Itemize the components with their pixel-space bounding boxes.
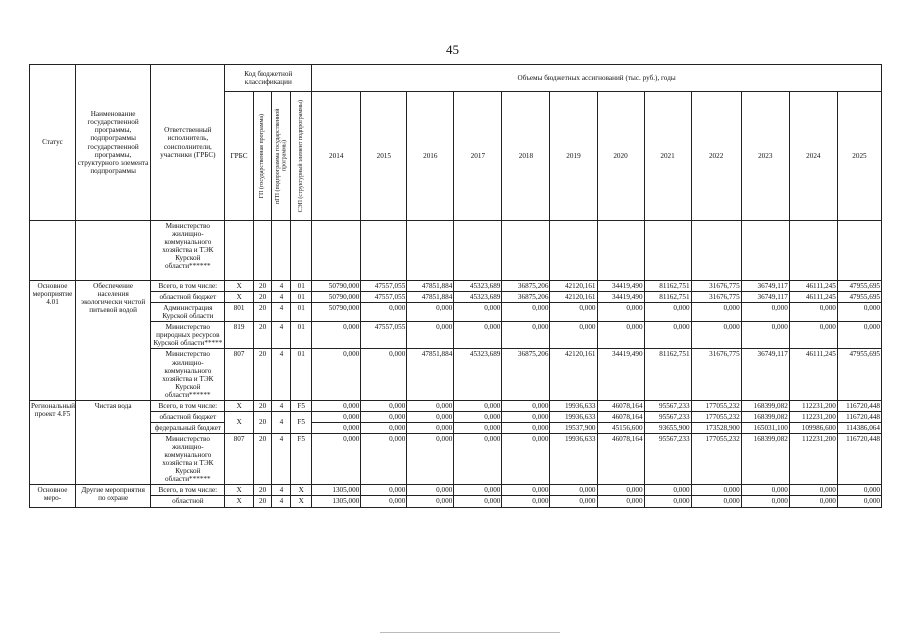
value-cell: 0,000	[407, 422, 454, 433]
value-cell: 0,000	[407, 322, 454, 349]
code-cell: X	[225, 292, 253, 303]
code-cell: 20	[253, 411, 272, 433]
year-header: 2023	[741, 92, 789, 221]
code-cell: X	[225, 485, 253, 496]
status-cell: Региональный проект 4.F5	[30, 400, 76, 485]
code-cell: X	[291, 485, 312, 496]
value-cell: 0,000	[312, 322, 361, 349]
responsible-cell: Министерство жилищно-коммунального хозяйства и ТЭК Курской области******	[151, 349, 225, 400]
value-cell: 0,000	[837, 303, 881, 322]
value-cell: 34419,490	[597, 292, 644, 303]
value-cell: 0,000	[502, 400, 550, 411]
year-header: 2018	[502, 92, 550, 221]
value-cell: 0,000	[312, 434, 361, 485]
value-cell: 81162,751	[644, 281, 691, 292]
responsible-cell: Всего, в том числе:	[151, 400, 225, 411]
value-cell: 0,000	[454, 400, 502, 411]
value-cell: 0,000	[454, 411, 502, 422]
value-cell: 0,000	[691, 496, 741, 507]
value-cell: 0,000	[741, 496, 789, 507]
value-cell: 34419,490	[597, 349, 644, 400]
code-cell: F5	[291, 434, 312, 485]
value-cell: 50790,000	[312, 303, 361, 322]
value-cell: 0,000	[312, 411, 361, 422]
value-cell: 0,000	[454, 322, 502, 349]
value-cell: 95567,233	[644, 400, 691, 411]
code-cell: 20	[253, 434, 272, 485]
value-cell: 19936,633	[550, 434, 597, 485]
volumes-header: Объемы бюджетных ассигнований (тыс. руб.), годы	[312, 65, 882, 92]
value-cell: 112231,200	[789, 434, 837, 485]
budget-table	[29, 64, 882, 508]
table-row	[30, 292, 882, 303]
code-cell: 01	[291, 303, 312, 322]
value-cell: 0,000	[789, 485, 837, 496]
year-header: 2024	[789, 92, 837, 221]
value-cell: 168399,082	[741, 434, 789, 485]
value-cell: 46078,164	[597, 411, 644, 422]
value-cell: 0,000	[407, 496, 454, 507]
value-cell: 165031,100	[741, 422, 789, 433]
value-cell: 0,000	[837, 485, 881, 496]
value-cell: 177055,232	[691, 434, 741, 485]
value-cell: 36749,117	[741, 292, 789, 303]
budget-code-header: Код бюджетной классификации	[225, 65, 312, 92]
code-cell: X	[225, 496, 253, 507]
value-cell: 0,000	[502, 411, 550, 422]
value-cell: 1305,000	[312, 485, 361, 496]
year-header: 2016	[407, 92, 454, 221]
responsible-cell: областной	[151, 496, 225, 507]
value-cell: 0,000	[644, 303, 691, 322]
value-cell: 42120,161	[550, 292, 597, 303]
code-cell: 20	[253, 349, 272, 400]
value-cell: 81162,751	[644, 292, 691, 303]
value-cell: 0,000	[361, 422, 407, 433]
table-row	[30, 349, 882, 400]
responsible-cell: областной бюджет	[151, 411, 225, 422]
value-cell: 177055,232	[691, 400, 741, 411]
value-cell: 36875,206	[502, 281, 550, 292]
value-cell: 0,000	[741, 322, 789, 349]
value-cell: 19936,633	[550, 400, 597, 411]
code-cell: F5	[291, 400, 312, 411]
value-cell: 31676,775	[691, 349, 741, 400]
status-cell: Основное меро-	[30, 485, 76, 507]
table-row	[30, 221, 882, 281]
value-cell: 0,000	[407, 400, 454, 411]
value-cell: 116720,448	[837, 400, 881, 411]
value-cell: 0,000	[312, 400, 361, 411]
value-cell: 45323,689	[454, 292, 502, 303]
value-cell: 47557,055	[361, 281, 407, 292]
year-header: 2022	[691, 92, 741, 221]
year-header: 2017	[454, 92, 502, 221]
status-cell: Основное мероприятие 4.01	[30, 281, 76, 401]
year-header: 2020	[597, 92, 644, 221]
value-cell: 47851,884	[407, 281, 454, 292]
code-cell: 01	[291, 349, 312, 400]
value-cell: 19537,900	[550, 422, 597, 433]
table-row	[30, 422, 882, 433]
value-cell: 0,000	[550, 496, 597, 507]
value-cell: 0,000	[407, 303, 454, 322]
value-cell: 0,000	[691, 322, 741, 349]
value-cell: 0,000	[789, 322, 837, 349]
code-cell: 20	[253, 322, 272, 349]
pgp-header: пГП (подпрограмма государственной программы)	[272, 92, 291, 221]
code-cell: 4	[272, 303, 291, 322]
value-cell: 0,000	[837, 496, 881, 507]
value-cell: 112231,200	[789, 411, 837, 422]
code-cell: 807	[225, 349, 253, 400]
responsible-cell: областной бюджет	[151, 292, 225, 303]
year-header: 2019	[550, 92, 597, 221]
value-cell: 31676,775	[691, 292, 741, 303]
value-cell: 0,000	[502, 422, 550, 433]
code-cell: 4	[272, 292, 291, 303]
value-cell: 47955,695	[837, 349, 881, 400]
value-cell: 0,000	[597, 322, 644, 349]
code-cell: 4	[272, 496, 291, 507]
value-cell: 0,000	[361, 485, 407, 496]
value-cell: 36749,117	[741, 281, 789, 292]
value-cell: 177055,232	[691, 411, 741, 422]
table-body	[30, 221, 882, 508]
value-cell: 50790,000	[312, 281, 361, 292]
responsible-cell: Администрация Курской области	[151, 303, 225, 322]
code-cell: 20	[253, 303, 272, 322]
name-cell: Чистая вода	[75, 400, 150, 485]
value-cell: 45323,689	[454, 349, 502, 400]
value-cell: 0,000	[502, 496, 550, 507]
value-cell: 0,000	[312, 422, 361, 433]
value-cell: 47955,695	[837, 281, 881, 292]
code-cell: 01	[291, 322, 312, 349]
value-cell: 0,000	[741, 485, 789, 496]
value-cell: 95567,233	[644, 434, 691, 485]
value-cell: 47851,884	[407, 349, 454, 400]
value-cell: 0,000	[789, 496, 837, 507]
value-cell: 46111,245	[789, 349, 837, 400]
page-number: 45	[446, 42, 459, 57]
code-cell: 01	[291, 281, 312, 292]
value-cell: 0,000	[597, 485, 644, 496]
value-cell: 168399,082	[741, 411, 789, 422]
value-cell: 0,000	[407, 434, 454, 485]
value-cell: 42120,161	[550, 349, 597, 400]
name-cell: Обеспечение населения экологически чистой питьевой водой	[75, 281, 150, 401]
value-cell: 168399,082	[741, 400, 789, 411]
code-cell: 4	[272, 322, 291, 349]
value-cell: 45323,689	[454, 281, 502, 292]
table-row	[30, 281, 882, 292]
code-cell: 20	[253, 485, 272, 496]
value-cell: 0,000	[361, 400, 407, 411]
code-cell: 807	[225, 434, 253, 485]
value-cell: 0,000	[407, 485, 454, 496]
value-cell: 93655,900	[644, 422, 691, 433]
value-cell: 0,000	[361, 303, 407, 322]
status-header: Статус	[30, 65, 76, 221]
value-cell: 1305,000	[312, 496, 361, 507]
responsible-cell: Всего, в том числе:	[151, 485, 225, 496]
code-cell: 4	[272, 281, 291, 292]
value-cell: 0,000	[550, 303, 597, 322]
gp-header: ГП (государственная программа)	[253, 92, 272, 221]
sep-header: СЭП (структурный элемент подпрограммы)	[291, 92, 312, 221]
grbs-header: ГРБС	[225, 92, 253, 221]
value-cell: 36749,117	[741, 349, 789, 400]
value-cell: 116720,448	[837, 434, 881, 485]
responsible-cell: Министерство природных ресурсов Курской области*****	[151, 322, 225, 349]
responsible-cell: Министерство жилищно-коммунального хозяйства и ТЭК Курской области******	[151, 434, 225, 485]
table-row	[30, 434, 882, 485]
value-cell: 0,000	[550, 485, 597, 496]
value-cell: 0,000	[454, 485, 502, 496]
value-cell: 45156,600	[597, 422, 644, 433]
year-header: 2015	[361, 92, 407, 221]
code-cell: 4	[272, 349, 291, 400]
code-cell: 801	[225, 303, 253, 322]
value-cell: 0,000	[312, 349, 361, 400]
code-cell: 20	[253, 496, 272, 507]
code-cell: 20	[253, 281, 272, 292]
table-row	[30, 485, 882, 496]
table-row	[30, 303, 882, 322]
value-cell: 47955,695	[837, 292, 881, 303]
code-cell: 4	[272, 485, 291, 496]
value-cell: 0,000	[502, 322, 550, 349]
value-cell: 0,000	[837, 322, 881, 349]
name-header: Наименование государственной программы, подпрограммы государственной программы, структурного элемента подпрограммы	[75, 65, 150, 221]
value-cell: 46111,245	[789, 292, 837, 303]
value-cell: 0,000	[361, 434, 407, 485]
value-cell: 0,000	[502, 303, 550, 322]
code-cell: X	[225, 400, 253, 411]
year-header: 2014	[312, 92, 361, 221]
value-cell: 47851,884	[407, 292, 454, 303]
value-cell: 0,000	[361, 349, 407, 400]
value-cell: 0,000	[361, 411, 407, 422]
code-cell: 20	[253, 292, 272, 303]
responsible-cell: федеральный бюджет	[151, 422, 225, 433]
table-row	[30, 400, 882, 411]
value-cell: 0,000	[454, 434, 502, 485]
value-cell: 0,000	[454, 422, 502, 433]
value-cell: 0,000	[502, 434, 550, 485]
value-cell: 0,000	[407, 411, 454, 422]
value-cell: 0,000	[454, 303, 502, 322]
code-cell: X	[225, 411, 253, 433]
value-cell: 47557,055	[361, 292, 407, 303]
value-cell: 0,000	[644, 322, 691, 349]
year-header: 2021	[644, 92, 691, 221]
year-header: 2025	[837, 92, 881, 221]
value-cell: 0,000	[691, 485, 741, 496]
value-cell: 19936,633	[550, 411, 597, 422]
value-cell: 47557,055	[361, 322, 407, 349]
value-cell: 0,000	[691, 303, 741, 322]
code-cell: 20	[253, 400, 272, 411]
value-cell: 116720,448	[837, 411, 881, 422]
code-cell: 4	[272, 400, 291, 411]
value-cell: 112231,200	[789, 400, 837, 411]
value-cell: 34419,490	[597, 281, 644, 292]
value-cell: 0,000	[597, 496, 644, 507]
value-cell: 0,000	[644, 496, 691, 507]
value-cell: 0,000	[361, 496, 407, 507]
value-cell: 42120,161	[550, 281, 597, 292]
value-cell: 109986,600	[789, 422, 837, 433]
value-cell: 0,000	[789, 303, 837, 322]
value-cell: 173528,900	[691, 422, 741, 433]
scan-artifact-line	[380, 632, 560, 633]
value-cell: 0,000	[502, 485, 550, 496]
header-row-1	[30, 65, 882, 92]
code-cell: 819	[225, 322, 253, 349]
table-row	[30, 496, 882, 507]
value-cell: 81162,751	[644, 349, 691, 400]
value-cell: 95567,233	[644, 411, 691, 422]
value-cell: 0,000	[550, 322, 597, 349]
value-cell: 0,000	[644, 485, 691, 496]
responsible-cell: Министерство жилищно-коммунального хозяйства и ТЭК Курской области******	[151, 221, 225, 281]
code-cell: F5	[291, 411, 312, 433]
table-row	[30, 322, 882, 349]
code-cell: X	[291, 496, 312, 507]
value-cell: 46078,164	[597, 400, 644, 411]
name-cell: Другие мероприятия по охране	[75, 485, 150, 507]
value-cell: 46111,245	[789, 281, 837, 292]
value-cell: 36875,206	[502, 292, 550, 303]
value-cell: 50790,000	[312, 292, 361, 303]
responsible-header: Ответственный исполнитель, соисполнители, участники (ГРБС)	[151, 65, 225, 221]
value-cell: 31676,775	[691, 281, 741, 292]
code-cell: 4	[272, 411, 291, 433]
value-cell: 36875,206	[502, 349, 550, 400]
value-cell: 0,000	[741, 303, 789, 322]
code-cell: X	[225, 281, 253, 292]
value-cell: 0,000	[597, 303, 644, 322]
table-row	[30, 411, 882, 422]
value-cell: 0,000	[454, 496, 502, 507]
code-cell: 4	[272, 434, 291, 485]
value-cell: 46078,164	[597, 434, 644, 485]
value-cell: 114386,064	[837, 422, 881, 433]
code-cell: 01	[291, 292, 312, 303]
responsible-cell: Всего, в том числе:	[151, 281, 225, 292]
